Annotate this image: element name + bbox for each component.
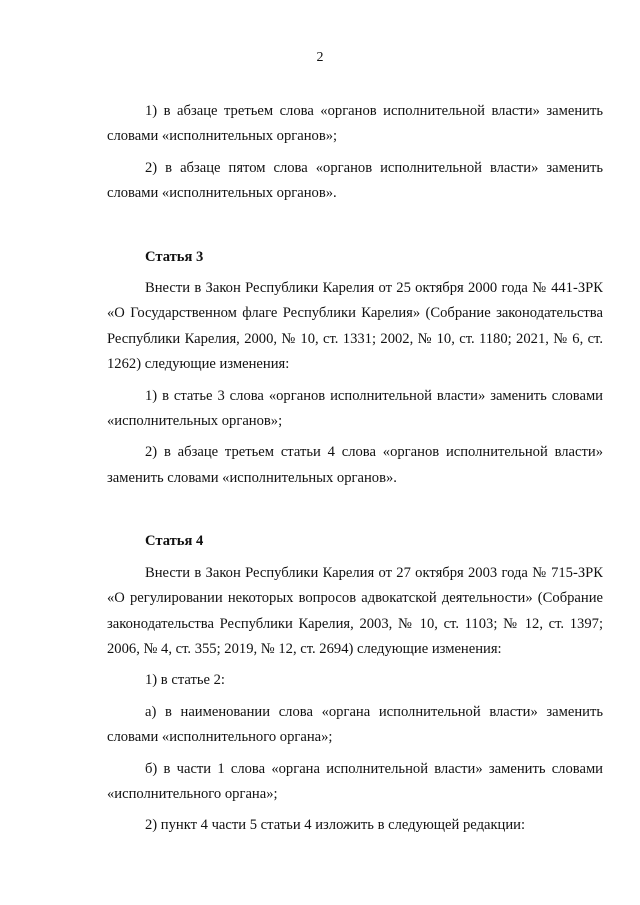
article-4-paragraph-3: а) в наименовании слова «органа исполнительной власти» заменить словами «исполнительного органа»; [107,703,603,746]
article-4-paragraph-2: 1) в статье 2: [145,672,225,689]
article-4-heading: Статья 4 [145,533,204,550]
article-4-paragraph-4: б) в части 1 слова «органа исполнительной власти» заменить словами «исполнительного органа»; [107,760,603,802]
article-3-paragraph-1: Внести в Закон Республики Карелия от 25 октября 2000 года № 441-ЗРК «О Государственном флаге Республики Карелия» (Собрание законодательства Республики Карелия, 2000, № 10, ст. 1331; 2002, № 10, ст. 1180; 2021, № 6, ст. 1262) следующие изменения: [107,280,603,373]
article-3-heading: Статья 3 [145,248,204,265]
article-3-paragraph-3: 2) в абзаце третьем статьи 4 слова «органов исполнительной власти» заменить словами «исполнительных органов». [107,444,603,486]
article-4-paragraph-1: Внести в Закон Республики Карелия от 27 октября 2003 года № 715-ЗРК «О регулировании некоторых вопросов адвокатской деятельности» (Собрание законодательства Республики Карелия, 2003, № 10, ст. 1103; № 12, ст. 1397; 2006, № 4, ст. 355; 2019, № 12, ст. 2694) следующие изменения: [107,564,603,657]
document-body [107,99,603,845]
section-spacer [107,497,603,529]
section-spacer [107,213,603,245]
page-number: 2 [316,50,324,65]
intro-paragraph-1: 1) в абзаце третьем слова «органов исполнительной власти» заменить словами «исполнительных органов»; [107,103,603,145]
article-4-paragraph-5: 2) пункт 4 части 5 статьи 4 изложить в следующей редакции: [145,817,526,834]
intro-paragraph-2: 2) в абзаце пятом слова «органов исполнительной власти» заменить словами «исполнительных органов». [107,159,603,202]
article-3-paragraph-2: 1) в статье 3 слова «органов исполнительной власти» заменить словами «исполнительных органов»; [107,387,603,430]
